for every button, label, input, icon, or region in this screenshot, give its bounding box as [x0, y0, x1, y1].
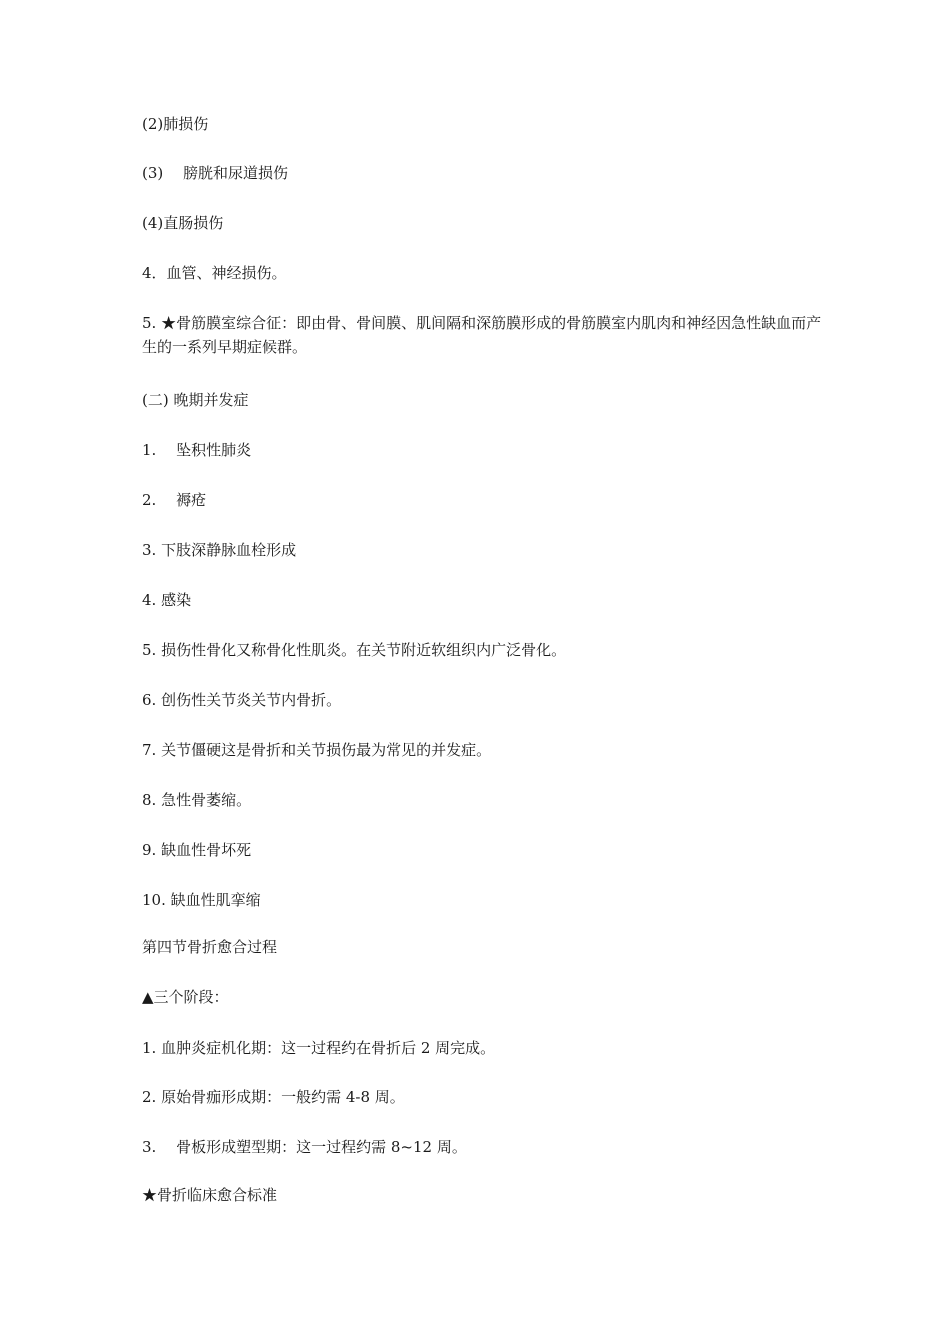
text-line-bladder-urethra-injury: (3) 膀胱和尿道损伤: [142, 164, 289, 182]
list-item-bedsores: 2. 褥疮: [142, 491, 207, 509]
list-item-infection: 4. 感染: [142, 591, 192, 609]
subheading-healing-criteria: ★骨折临床愈合标准: [142, 1186, 278, 1204]
list-item-joint-stiffness: 7. 关节僵硬这是骨折和关节损伤最为常见的并发症。: [142, 741, 492, 759]
list-item-hypostatic-pneumonia: 1. 坠积性肺炎: [142, 441, 252, 459]
list-item-acute-bone-atrophy: 8. 急性骨萎缩。: [142, 791, 252, 809]
subheading-three-stages: ▲三个阶段：: [142, 988, 229, 1006]
section-heading-fracture-healing: 第四节骨折愈合过程: [142, 938, 278, 956]
text-line-vascular-nerve-injury: 4．血管、神经损伤。: [142, 264, 287, 282]
section-heading-late-complications: (二) 晚期并发症: [142, 391, 249, 409]
text-line-rectal-injury: (4)直肠损伤: [142, 214, 224, 232]
list-item-dvt: 3. 下肢深静脉血栓形成: [142, 541, 297, 559]
list-item-remodeling-stage: 3. 骨板形成塑型期：这一过程约需 8~12 周。: [142, 1138, 467, 1156]
text-line-compartment-syndrome: 5. ★骨筋膜室综合征：即由骨、骨间膜、肌间隔和深筋膜形成的骨筋膜室内肌肉和神经因急性缺血而产生的一系列早期症候群。: [142, 314, 822, 356]
list-item-myositis-ossificans: 5. 损伤性骨化又称骨化性肌炎。在关节附近软组织内广泛骨化。: [142, 641, 567, 659]
list-item-avascular-necrosis: 9. 缺血性骨坏死: [142, 841, 252, 859]
list-item-traumatic-arthritis: 6. 创伤性关节炎关节内骨折。: [142, 691, 342, 709]
list-item-hematoma-stage: 1. 血肿炎症机化期：这一过程约在骨折后 2 周完成。: [142, 1039, 496, 1057]
list-item-ischemic-contracture: 10. 缺血性肌挛缩: [142, 891, 261, 909]
list-item-callus-stage: 2. 原始骨痂形成期：一般约需 4-8 周。: [142, 1088, 405, 1106]
text-line-lung-injury: (2)肺损伤: [142, 115, 209, 133]
